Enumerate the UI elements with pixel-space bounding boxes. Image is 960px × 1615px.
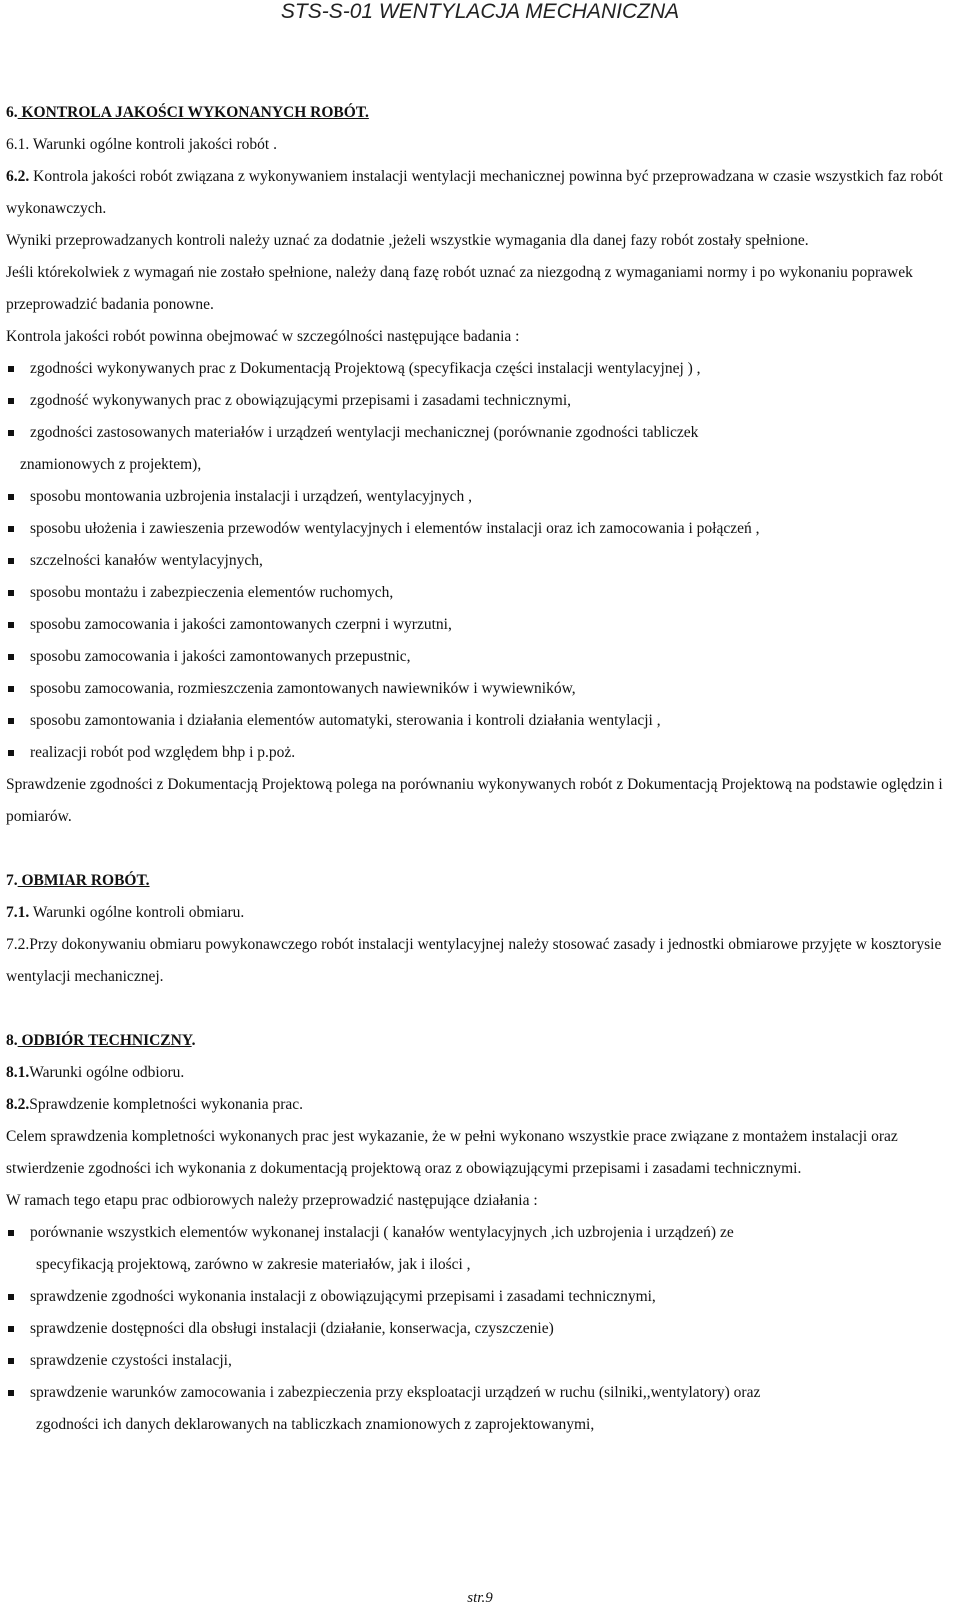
section-6-2 bbox=[6, 161, 946, 225]
page-header: STS-S-01 WENTYLACJA MECHANICZNA bbox=[280, 0, 680, 23]
list-item: realizacji robót pod względem bhp i p.poż. bbox=[6, 737, 946, 769]
section-8-2 bbox=[6, 1089, 946, 1121]
section-7-1-text: Warunki ogólne kontroli obmiaru. bbox=[29, 904, 245, 921]
section-7-heading bbox=[6, 865, 946, 897]
list-item: sposobu zamocowania, rozmieszczenia zamontowanych nawiewników i wywiewników, bbox=[6, 673, 946, 705]
list-item-continuation: zgodności ich danych deklarowanych na tabliczkach znamionowych z zaprojektowanymi, bbox=[36, 1416, 595, 1433]
section-6-1-number: 6.1. bbox=[6, 136, 30, 153]
section-6-1-text: Warunki ogólne kontroli jakości robót . bbox=[29, 136, 277, 153]
list-item: sposobu zamocowania i jakości zamontowanych przepustnic, bbox=[6, 641, 946, 673]
document-body bbox=[6, 97, 946, 1441]
paragraph: Kontrola jakości robót powinna obejmować w szczególności następujące badania : bbox=[6, 328, 520, 345]
acceptance-list bbox=[6, 1217, 946, 1249]
paragraph: Wyniki przeprowadzanych kontroli należy uznać za dodatnie ,jeżeli wszystkie wymagania dla danej fazy robót zostały spełnione. bbox=[6, 232, 809, 249]
list-item: sposobu zamocowania i jakości zamontowanych czerpni i wyrzutni, bbox=[6, 609, 946, 641]
paragraph: Jeśli którekolwiek z wymagań nie zostało spełnione, należy daną fazę robót uznać za niezgodną z wymaganiami normy i po wykonaniu poprawek przeprowadzić badania ponowne. bbox=[6, 264, 913, 313]
list-item-continuation: znamionowych z projektem), bbox=[20, 456, 202, 473]
list-item: sprawdzenie czystości instalacji, bbox=[6, 1345, 946, 1377]
section-6-number: 6. bbox=[6, 104, 18, 121]
list-item: porównanie wszystkich elementów wykonanej instalacji ( kanałów wentylacyjnych ,ich uzbrojenia i urządzeń) ze bbox=[6, 1217, 946, 1249]
inspection-list-cont bbox=[6, 481, 946, 769]
acceptance-list-cont bbox=[6, 1281, 946, 1409]
list-item: zgodności wykonywanych prac z Dokumentacją Projektową (specyfikacja części instalacji wentylacyjnej ) , bbox=[6, 353, 946, 385]
section-8-1 bbox=[6, 1057, 946, 1089]
section-6-2-text: Kontrola jakości robót związana z wykonywaniem instalacji wentylacji mechanicznej powinna być przeprowadzana w czasie wszystkich faz robót wykonawczych. bbox=[6, 168, 943, 217]
list-item: sposobu ułożenia i zawieszenia przewodów wentylacyjnych i elementów instalacji oraz ich zamocowania i połączeń , bbox=[6, 513, 946, 545]
paragraph: W ramach tego etapu prac odbiorowych należy przeprowadzić następujące działania : bbox=[6, 1192, 538, 1209]
section-7-1-number: 7.1. bbox=[6, 904, 30, 921]
list-item: sprawdzenie zgodności wykonania instalacji z obowiązującymi przepisami i zasadami technicznymi, bbox=[6, 1281, 946, 1313]
list-item: zgodności zastosowanych materiałów i urządzeń wentylacji mechanicznej (porównanie zgodności tabliczek bbox=[6, 417, 946, 449]
section-7-number: 7. bbox=[6, 872, 18, 889]
section-6-2-number: 6.2. bbox=[6, 168, 30, 185]
paragraph: Celem sprawdzenia kompletności wykonanych prac jest wykazanie, że w pełni wykonano wszystkie prace związane z montażem instalacji oraz stwierdzenie zgodności ich wykonania z dokumentacją projektową oraz z obowiązującymi przepisami i zasadami technicznymi. bbox=[6, 1128, 898, 1177]
section-7-2: 7.2.Przy dokonywaniu obmiaru powykonawczego robót instalacji wentylacyjnej należy stosować zasady i jednostki obmiarowe przyjęte w kosztorysie wentylacji mechanicznej. bbox=[6, 936, 942, 985]
list-item: sprawdzenie dostępności dla obsługi instalacji (działanie, konserwacja, czyszczenie) bbox=[6, 1313, 946, 1345]
list-item: sposobu zamontowania i działania elementów automatyki, sterowania i kontroli działania wentylacji , bbox=[6, 705, 946, 737]
list-item: sposobu montażu i zabezpieczenia elementów ruchomych, bbox=[6, 577, 946, 609]
section-8-title: ODBIÓR TECHNICZNY bbox=[17, 1032, 192, 1049]
list-item: szczelności kanałów wentylacyjnych, bbox=[6, 545, 946, 577]
section-8-heading: 8. ODBIÓR TECHNICZNY. bbox=[6, 1032, 196, 1049]
section-8-number: 8. bbox=[6, 1032, 18, 1049]
section-8-2-text: Sprawdzenie kompletności wykonania prac. bbox=[29, 1096, 303, 1113]
section-6-1 bbox=[6, 129, 946, 161]
section-7-title: OBMIAR ROBÓT. bbox=[17, 872, 150, 889]
list-item: sprawdzenie warunków zamocowania i zabezpieczenia przy eksploatacji urządzeń w ruchu (silniki,,wentylatory) oraz bbox=[6, 1377, 946, 1409]
paragraph: Sprawdzenie zgodności z Dokumentacją Projektową polega na porównaniu wykonywanych robót z Dokumentacją Projektową na podstawie oględzin i pomiarów. bbox=[6, 776, 943, 825]
list-item-continuation: specyfikacją projektową, zarówno w zakresie materiałów, jak i ilości , bbox=[36, 1256, 471, 1273]
section-7-1 bbox=[6, 897, 946, 929]
page-number: str.9 bbox=[467, 1590, 493, 1606]
section-8-1-text: Warunki ogólne odbioru. bbox=[29, 1064, 185, 1081]
section-6-title: KONTROLA JAKOŚCI WYKONANYCH ROBÓT. bbox=[17, 104, 369, 121]
list-item: zgodność wykonywanych prac z obowiązującymi przepisami i zasadami technicznymi, bbox=[6, 385, 946, 417]
section-6-heading bbox=[6, 97, 946, 129]
section-8-1-number: 8.1. bbox=[6, 1064, 30, 1081]
section-8-2-number: 8.2. bbox=[6, 1096, 30, 1113]
list-item: sposobu montowania uzbrojenia instalacji i urządzeń, wentylacyjnych , bbox=[6, 481, 946, 513]
inspection-list bbox=[6, 353, 946, 449]
